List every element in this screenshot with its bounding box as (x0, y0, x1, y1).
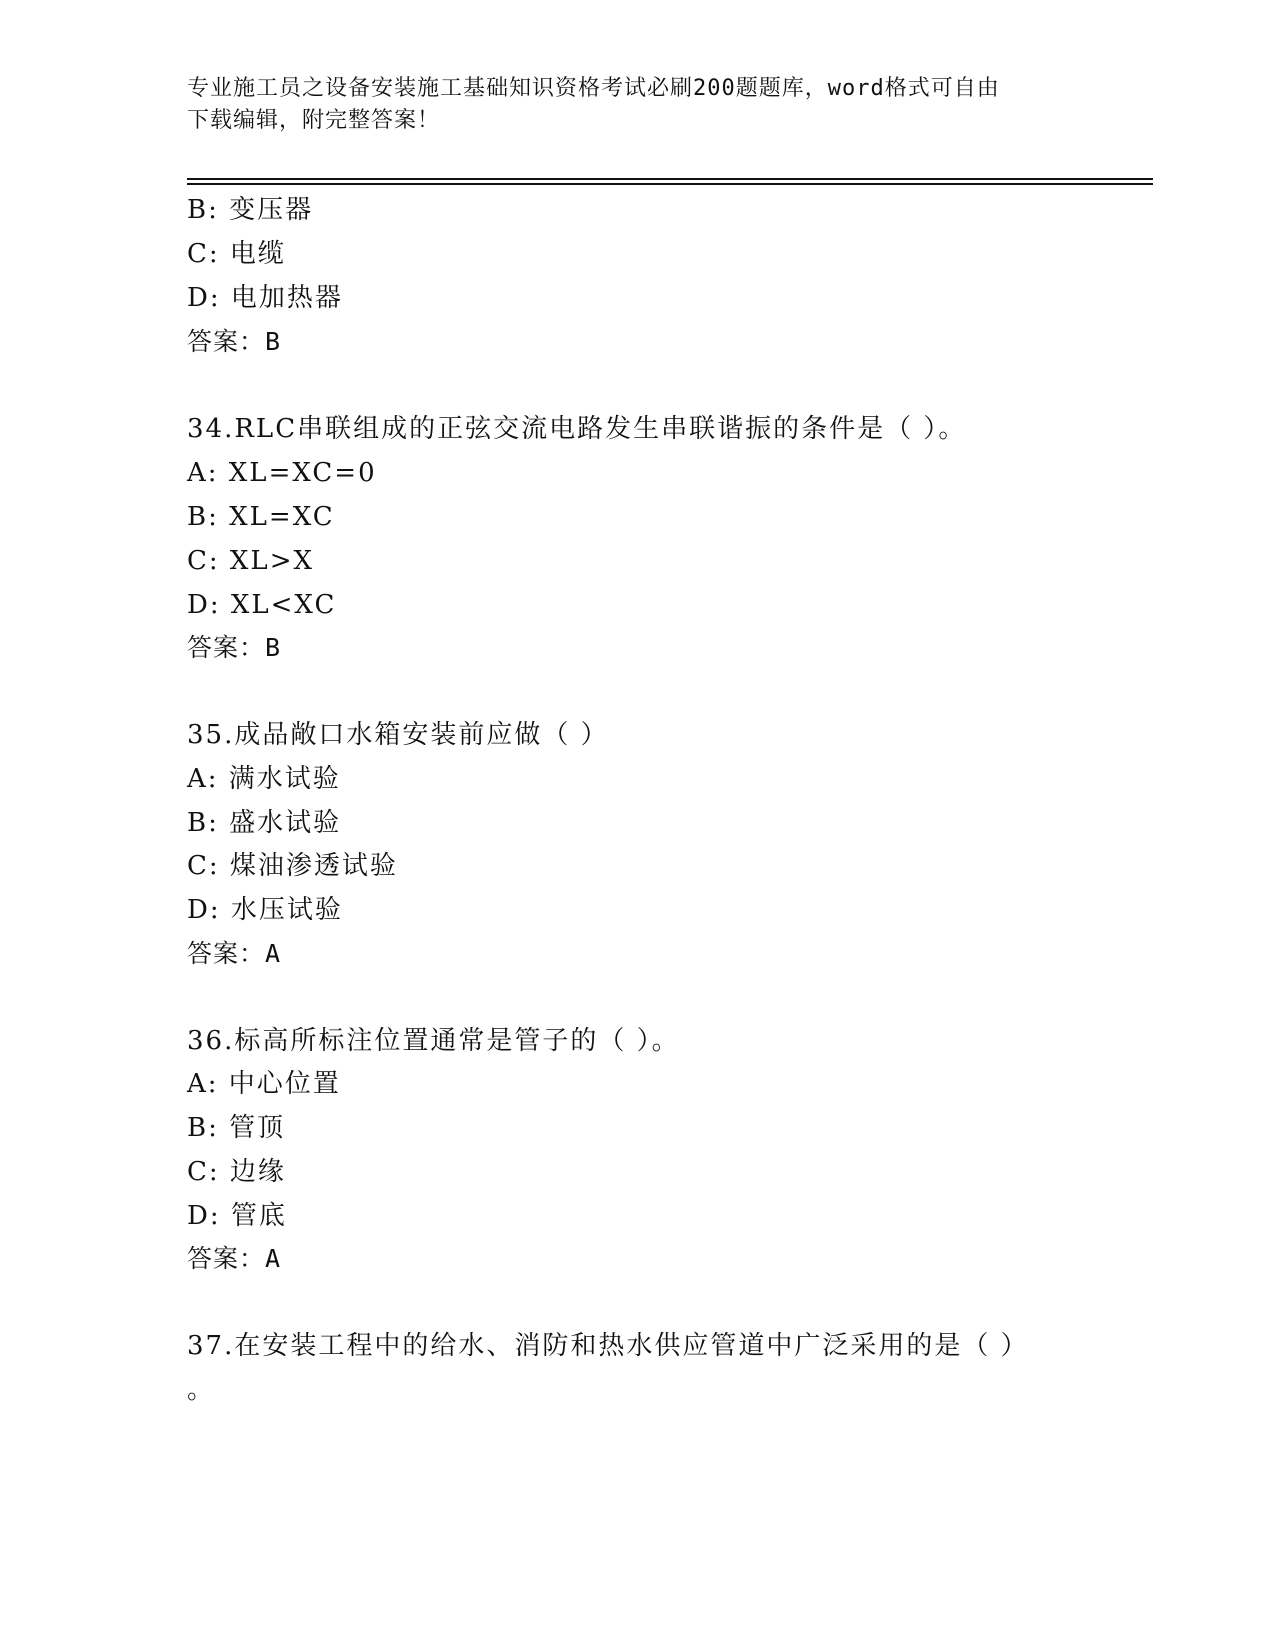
q35-option-c: C: 煤油渗透试验 (187, 851, 398, 881)
q35-option-d: D: 水压试验 (187, 895, 343, 925)
q34-answer: 答案：B (187, 633, 282, 662)
header-divider-bottom (187, 183, 1153, 185)
q36-question: 36.标高所标注位置通常是管子的（ ）。 (187, 1026, 680, 1056)
header-line-2: 下载编辑，附完整答案！ (187, 108, 441, 133)
document-header (187, 73, 1087, 137)
q37-question: 37.在安装工程中的给水、消防和热水供应管道中广泛采用的是（ ） (187, 1331, 1029, 1361)
q36-option-d: D: 管底 (187, 1201, 287, 1231)
q36-option-a: A: 中心位置 (187, 1069, 341, 1099)
q33-option-d: D: 电加热器 (187, 283, 343, 313)
q37-question-tail: 。 (187, 1375, 216, 1405)
q33-option-c: C: 电缆 (187, 239, 286, 269)
q34-option-c: C: XL>X (187, 546, 314, 576)
q34-option-d: D: XL<XC (187, 590, 337, 620)
header-line-1: 专业施工员之设备安装施工基础知识资格考试必刷200题题库，word格式可自由 (187, 76, 1000, 101)
q33-answer: 答案：B (187, 327, 282, 356)
q34-option-b: B: XL=XC (187, 502, 335, 532)
q33-option-b: B: 变压器 (187, 195, 314, 225)
q35-option-a: A: 满水试验 (187, 764, 341, 794)
q36-option-c: C: 边缘 (187, 1157, 286, 1187)
q35-option-b: B: 盛水试验 (187, 808, 342, 838)
q34-question: 34.RLC串联组成的正弦交流电路发生串联谐振的条件是（ ）。 (187, 414, 967, 444)
header-divider-top (187, 178, 1153, 180)
q36-answer: 答案：A (187, 1244, 282, 1273)
q36-option-b: B: 管顶 (187, 1113, 286, 1143)
q35-answer: 答案：A (187, 939, 282, 968)
q35-question: 35.成品敞口水箱安装前应做（ ） (187, 720, 609, 750)
q34-option-a: A: XL=XC=0 (187, 458, 377, 488)
